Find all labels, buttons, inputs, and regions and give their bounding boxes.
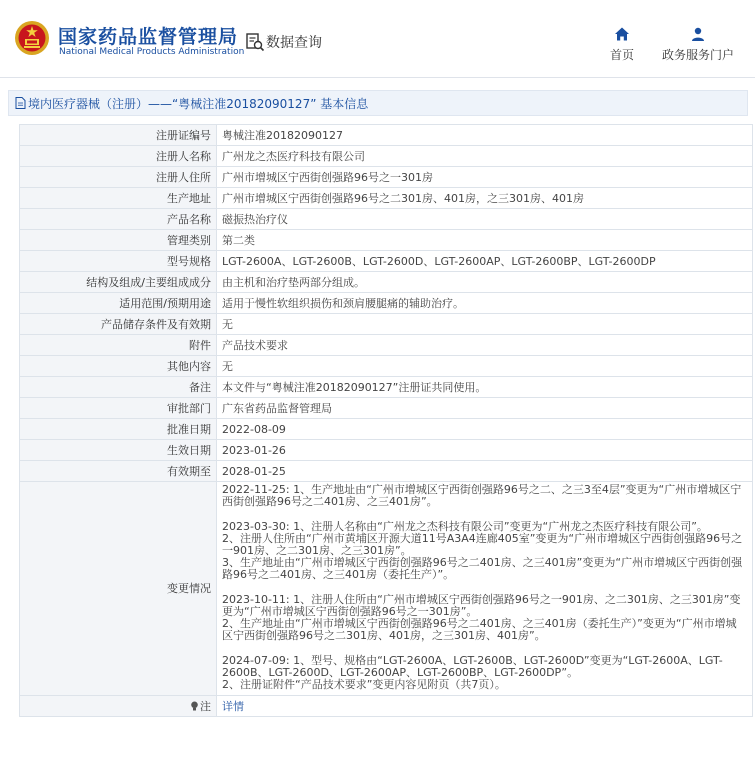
table-row — [20, 209, 753, 230]
home-icon — [614, 26, 630, 42]
table-row — [20, 146, 753, 167]
national-emblem-icon — [14, 20, 50, 56]
brand-title: 国家药品监督管理局 — [58, 26, 239, 48]
change-line: 3、生产地址由“广州市增城区宁西街创强路96号之二401房、之三401房”变更为“广州市增城区宁西街创强路96号之二401房、之三401房（委托生产）”。 — [222, 556, 743, 581]
nav-service-label: 政务服务门户 — [661, 48, 734, 62]
table-row — [20, 272, 753, 293]
change-line: 2024-07-09: 1、型号、规格由“LGT-2600A、LGT-2600B、LGT-2600D”变更为“LGT-2600A、LGT-2600B、LGT-2600D、LGT-2600AP、LGT-2600BP、LGT-2600DP”。 — [222, 654, 723, 679]
field-label: 生产地址 — [20, 188, 217, 209]
nav-home[interactable] — [600, 26, 644, 63]
field-value: 无 — [217, 356, 753, 377]
field-label: 审批部门 — [20, 398, 217, 419]
change-entry — [222, 655, 744, 691]
field-value: 2023-01-26 — [217, 440, 753, 461]
document-icon — [15, 97, 26, 109]
data-query-icon — [245, 32, 265, 52]
table-row — [20, 251, 753, 272]
note-value — [217, 696, 753, 717]
section-title: 数据查询 — [266, 35, 322, 51]
nav-home-label: 首页 — [609, 48, 634, 62]
change-line: 2、注册证附件“产品技术要求”变更内容见附页（共7页）。 — [222, 678, 506, 691]
field-value: 磁振热治疗仪 — [217, 209, 753, 230]
field-value: 粤械注准20182090127 — [217, 125, 753, 146]
field-label: 附件 — [20, 335, 217, 356]
field-value: 2022-08-09 — [217, 419, 753, 440]
field-value: 产品技术要求 — [217, 335, 753, 356]
details-link[interactable]: 详情 — [222, 699, 244, 713]
table-row — [20, 377, 753, 398]
table-row — [20, 335, 753, 356]
lightbulb-icon — [190, 701, 199, 711]
field-value: 广州市增城区宁西街创强路96号之二301房、401房，之三301房、401房 — [217, 188, 753, 209]
field-value: 由主机和治疗垫两部分组成。 — [217, 272, 753, 293]
table-row — [20, 188, 753, 209]
field-label: 其他内容 — [20, 356, 217, 377]
field-label: 有效期至 — [20, 461, 217, 482]
table-row — [20, 461, 753, 482]
field-label: 型号规格 — [20, 251, 217, 272]
field-label: 备注 — [20, 377, 217, 398]
change-line: 2023-10-11: 1、注册人住所由“广州市增城区宁西街创强路96号之一901房、之二301房、之三301房”变更为“广州市增城区宁西街创强路96号之一301房”。 — [222, 593, 741, 618]
field-label: 结构及组成/主要组成成分 — [20, 272, 217, 293]
change-line: 2023-03-30: 1、注册人名称由“广州龙之杰科技有限公司”变更为“广州龙之杰医疗科技有限公司”。 — [222, 520, 708, 533]
change-history-value — [217, 482, 753, 696]
table-row — [20, 356, 753, 377]
field-value: 2028-01-25 — [217, 461, 753, 482]
breadcrumb — [8, 90, 748, 116]
field-label: 批准日期 — [20, 419, 217, 440]
field-value: 广州龙之杰医疗科技有限公司 — [217, 146, 753, 167]
nav-service-portal[interactable] — [656, 26, 740, 63]
field-label: 产品名称 — [20, 209, 217, 230]
field-value: 本文件与“粤械注准20182090127”注册证共同使用。 — [217, 377, 753, 398]
table-row — [20, 293, 753, 314]
note-label-cell — [20, 696, 217, 717]
field-value: 广州市增城区宁西街创强路96号之一301房 — [217, 167, 753, 188]
field-label: 注册人住所 — [20, 167, 217, 188]
change-line: 2022-11-25: 1、生产地址由“广州市增城区宁西街创强路96号之二、之三3至4层”变更为“广州市增城区宁西街创强路96号之二401房、之三401房”。 — [222, 483, 742, 508]
field-value: 适用于慢性软组织损伤和颈肩腰腿痛的辅助治疗。 — [217, 293, 753, 314]
change-line: 2、注册人住所由“广州市黄埔区开源大道11号A3A4连廊405室”变更为“广州市增城区宁西街创强路96号之一901房、之二301房、之三301房”。 — [222, 532, 743, 557]
brand-subtitle: National Medical Products Administration — [59, 47, 245, 57]
field-label: 注册人名称 — [20, 146, 217, 167]
field-value: 无 — [217, 314, 753, 335]
change-entry — [222, 594, 744, 642]
field-label: 生效日期 — [20, 440, 217, 461]
field-label: 管理类别 — [20, 230, 217, 251]
note-row — [20, 696, 753, 717]
registration-info-table — [19, 124, 753, 717]
table-row — [20, 419, 753, 440]
field-value: 广东省药品监督管理局 — [217, 398, 753, 419]
field-value: LGT-2600A、LGT-2600B、LGT-2600D、LGT-2600AP、LGT-2600BP、LGT-2600DP — [217, 251, 753, 272]
field-label: 变更情况 — [20, 482, 217, 696]
change-entry — [222, 521, 744, 581]
field-label: 注册证编号 — [20, 125, 217, 146]
table-row — [20, 167, 753, 188]
note-label: 注 — [200, 699, 211, 713]
breadcrumb-text: 境内医疗器械（注册）——“粤械注准20182090127” 基本信息 — [28, 96, 369, 111]
user-icon — [690, 26, 706, 42]
field-label: 产品储存条件及有效期 — [20, 314, 217, 335]
table-row — [20, 440, 753, 461]
change-history-row — [20, 482, 753, 696]
change-entry — [222, 484, 744, 508]
table-row — [20, 314, 753, 335]
change-line: 2、生产地址由“广州市增城区宁西街创强路96号之二401房、之三401房（委托生产）”变更为“广州市增城区宁西街创强路96号之二301房、401房，之三301房、401房”。 — [222, 617, 737, 642]
site-header — [0, 0, 755, 78]
table-row — [20, 125, 753, 146]
table-row — [20, 230, 753, 251]
table-row — [20, 398, 753, 419]
field-value: 第二类 — [217, 230, 753, 251]
field-label: 适用范围/预期用途 — [20, 293, 217, 314]
